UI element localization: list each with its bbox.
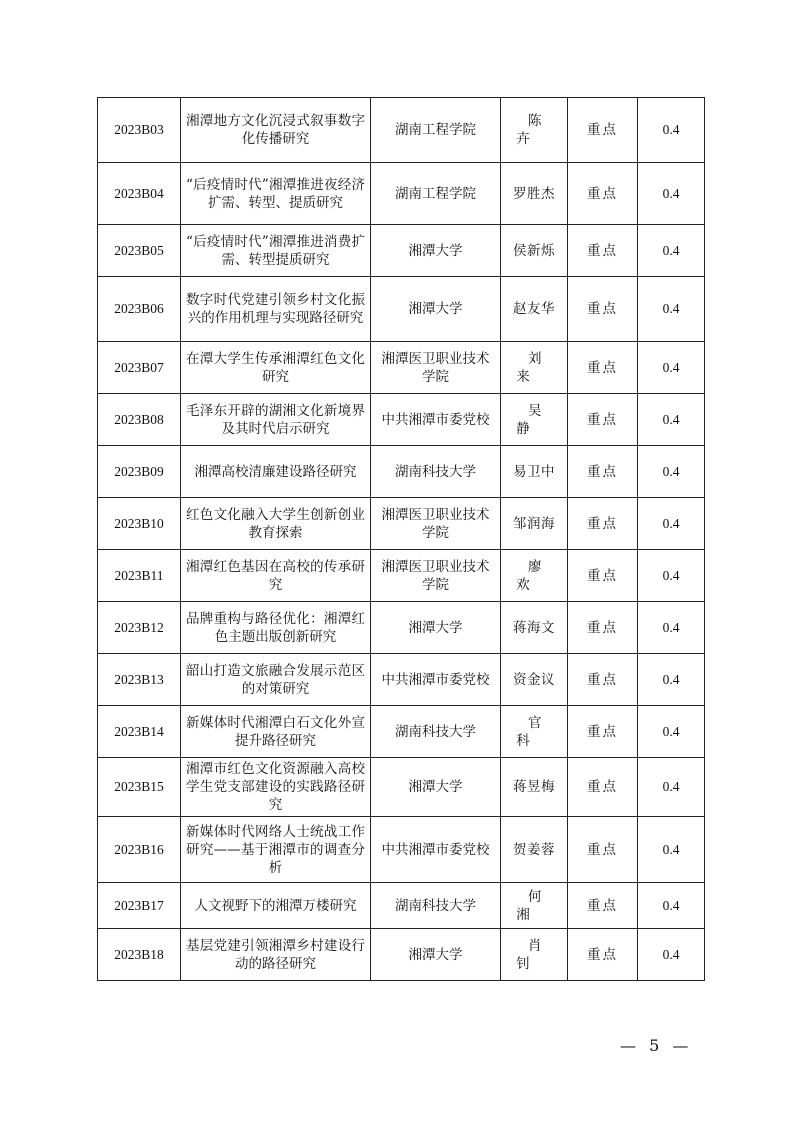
level-cell: 重点 bbox=[568, 706, 638, 758]
project-title-cell: 在潭大学生传承湘潭红色文化研究 bbox=[181, 342, 371, 394]
project-id-cell: 2023B11 bbox=[98, 550, 181, 602]
leader-cell: 陈卉 bbox=[501, 98, 568, 163]
level-cell: 重点 bbox=[568, 342, 638, 394]
leader-cell: 廖欢 bbox=[501, 550, 568, 602]
project-id-cell: 2023B14 bbox=[98, 706, 181, 758]
level-cell: 重点 bbox=[568, 929, 638, 981]
project-title-cell: 毛泽东开辟的湖湘文化新境界及其时代启示研究 bbox=[181, 394, 371, 446]
leader-cell: 肖钊 bbox=[501, 929, 568, 981]
table-row bbox=[98, 98, 705, 163]
fund-cell: 0.4 bbox=[638, 929, 705, 981]
project-table-body bbox=[98, 98, 705, 981]
project-title-cell: “后疫情时代”湘潭推进消费扩需、转型提质研究 bbox=[181, 225, 371, 277]
project-id-cell: 2023B06 bbox=[98, 277, 181, 342]
project-title-cell: 湘潭高校清廉建设路径研究 bbox=[181, 446, 371, 498]
unit-cell: 湖南科技大学 bbox=[371, 446, 501, 498]
unit-cell: 湘潭大学 bbox=[371, 929, 501, 981]
project-id-cell: 2023B18 bbox=[98, 929, 181, 981]
table-row bbox=[98, 498, 705, 550]
fund-cell: 0.4 bbox=[638, 225, 705, 277]
project-id-cell: 2023B12 bbox=[98, 602, 181, 654]
page-number: — 5 — bbox=[620, 1036, 693, 1055]
table-row bbox=[98, 163, 705, 225]
project-title-cell: 湘潭地方文化沉浸式叙事数字化传播研究 bbox=[181, 98, 371, 163]
table-row bbox=[98, 654, 705, 706]
project-table bbox=[97, 97, 705, 981]
level-cell: 重点 bbox=[568, 654, 638, 706]
project-title-cell: 新媒体时代湘潭白石文化外宣提升路径研究 bbox=[181, 706, 371, 758]
leader-cell: 资金议 bbox=[501, 654, 568, 706]
table-row bbox=[98, 394, 705, 446]
unit-cell: 湖南科技大学 bbox=[371, 883, 501, 929]
project-title-cell: 湘潭红色基因在高校的传承研究 bbox=[181, 550, 371, 602]
unit-cell: 湖南工程学院 bbox=[371, 98, 501, 163]
project-id-cell: 2023B07 bbox=[98, 342, 181, 394]
unit-cell: 湖南工程学院 bbox=[371, 163, 501, 225]
project-title-cell: 湘潭市红色文化资源融入高校学生党支部建设的实践路径研究 bbox=[181, 758, 371, 817]
level-cell: 重点 bbox=[568, 817, 638, 883]
table-row bbox=[98, 225, 705, 277]
table-row bbox=[98, 446, 705, 498]
table-row bbox=[98, 929, 705, 981]
project-title-cell: 人文视野下的湘潭万楼研究 bbox=[181, 883, 371, 929]
level-cell: 重点 bbox=[568, 98, 638, 163]
leader-cell: 官科 bbox=[501, 706, 568, 758]
project-title-cell: 红色文化融入大学生创新创业教育探索 bbox=[181, 498, 371, 550]
unit-cell: 湘潭大学 bbox=[371, 277, 501, 342]
unit-cell: 中共湘潭市委党校 bbox=[371, 654, 501, 706]
level-cell: 重点 bbox=[568, 394, 638, 446]
table-row bbox=[98, 817, 705, 883]
leader-cell: 罗胜杰 bbox=[501, 163, 568, 225]
leader-cell: 赵友华 bbox=[501, 277, 568, 342]
project-title-cell: “后疫情时代”湘潭推进夜经济扩需、转型、提质研究 bbox=[181, 163, 371, 225]
table-row bbox=[98, 277, 705, 342]
unit-cell: 湘潭医卫职业技术学院 bbox=[371, 342, 501, 394]
unit-cell: 中共湘潭市委党校 bbox=[371, 394, 501, 446]
unit-cell: 中共湘潭市委党校 bbox=[371, 817, 501, 883]
level-cell: 重点 bbox=[568, 446, 638, 498]
fund-cell: 0.4 bbox=[638, 602, 705, 654]
leader-cell: 邹润海 bbox=[501, 498, 568, 550]
fund-cell: 0.4 bbox=[638, 277, 705, 342]
unit-cell: 湘潭医卫职业技术学院 bbox=[371, 498, 501, 550]
project-id-cell: 2023B15 bbox=[98, 758, 181, 817]
unit-cell: 湘潭大学 bbox=[371, 225, 501, 277]
unit-cell: 湘潭大学 bbox=[371, 758, 501, 817]
project-title-cell: 新媒体时代网络人士统战工作研究——基于湘潭市的调查分析 bbox=[181, 817, 371, 883]
level-cell: 重点 bbox=[568, 550, 638, 602]
unit-cell: 湘潭医卫职业技术学院 bbox=[371, 550, 501, 602]
level-cell: 重点 bbox=[568, 225, 638, 277]
unit-cell: 湖南科技大学 bbox=[371, 706, 501, 758]
level-cell: 重点 bbox=[568, 498, 638, 550]
fund-cell: 0.4 bbox=[638, 498, 705, 550]
level-cell: 重点 bbox=[568, 277, 638, 342]
project-title-cell: 品牌重构与路径优化：湘潭红色主题出版创新研究 bbox=[181, 602, 371, 654]
project-id-cell: 2023B04 bbox=[98, 163, 181, 225]
level-cell: 重点 bbox=[568, 602, 638, 654]
table-row bbox=[98, 602, 705, 654]
leader-cell: 蒋昱梅 bbox=[501, 758, 568, 817]
table-row bbox=[98, 342, 705, 394]
table-row bbox=[98, 758, 705, 817]
project-id-cell: 2023B16 bbox=[98, 817, 181, 883]
project-id-cell: 2023B03 bbox=[98, 98, 181, 163]
fund-cell: 0.4 bbox=[638, 163, 705, 225]
fund-cell: 0.4 bbox=[638, 654, 705, 706]
fund-cell: 0.4 bbox=[638, 98, 705, 163]
project-id-cell: 2023B13 bbox=[98, 654, 181, 706]
leader-cell: 易卫中 bbox=[501, 446, 568, 498]
project-id-cell: 2023B10 bbox=[98, 498, 181, 550]
leader-cell: 蒋海文 bbox=[501, 602, 568, 654]
level-cell: 重点 bbox=[568, 163, 638, 225]
leader-cell: 吴静 bbox=[501, 394, 568, 446]
project-title-cell: 韶山打造文旅融合发展示范区的对策研究 bbox=[181, 654, 371, 706]
fund-cell: 0.4 bbox=[638, 706, 705, 758]
fund-cell: 0.4 bbox=[638, 758, 705, 817]
fund-cell: 0.4 bbox=[638, 446, 705, 498]
table-row bbox=[98, 883, 705, 929]
unit-cell: 湘潭大学 bbox=[371, 602, 501, 654]
fund-cell: 0.4 bbox=[638, 342, 705, 394]
leader-cell: 刘来 bbox=[501, 342, 568, 394]
project-id-cell: 2023B08 bbox=[98, 394, 181, 446]
project-title-cell: 基层党建引领湘潭乡村建设行动的路径研究 bbox=[181, 929, 371, 981]
project-id-cell: 2023B09 bbox=[98, 446, 181, 498]
table-row bbox=[98, 706, 705, 758]
fund-cell: 0.4 bbox=[638, 394, 705, 446]
table-row bbox=[98, 550, 705, 602]
fund-cell: 0.4 bbox=[638, 550, 705, 602]
leader-cell: 何湘 bbox=[501, 883, 568, 929]
project-id-cell: 2023B17 bbox=[98, 883, 181, 929]
leader-cell: 贺姜蓉 bbox=[501, 817, 568, 883]
project-id-cell: 2023B05 bbox=[98, 225, 181, 277]
fund-cell: 0.4 bbox=[638, 883, 705, 929]
leader-cell: 侯新烁 bbox=[501, 225, 568, 277]
fund-cell: 0.4 bbox=[638, 817, 705, 883]
level-cell: 重点 bbox=[568, 758, 638, 817]
project-title-cell: 数字时代党建引领乡村文化振兴的作用机理与实现路径研究 bbox=[181, 277, 371, 342]
level-cell: 重点 bbox=[568, 883, 638, 929]
